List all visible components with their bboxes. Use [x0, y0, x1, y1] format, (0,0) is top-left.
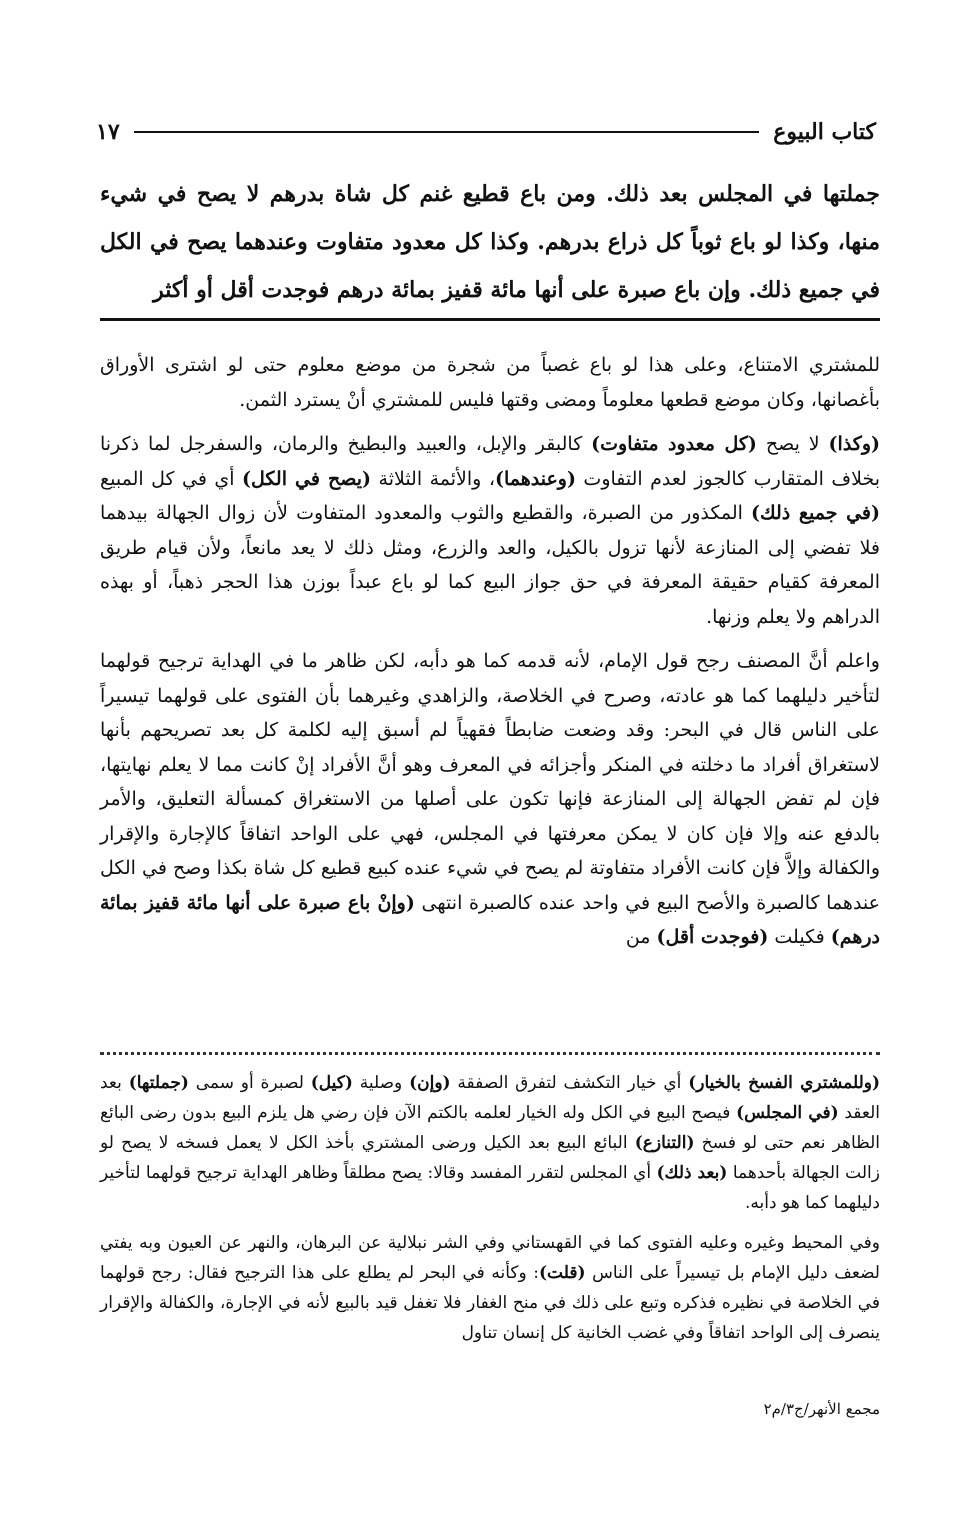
- quoted-term: (وكذا): [828, 433, 880, 455]
- commentary-text: واعلم أنَّ المصنف رجح قول الإمام، لأنه قدمه كما هو دأبه، لكن ظاهر ما في الهداية ترجيح قولهما لتأخير دليلهما كما هو عادته، وصرح في الخلاصة، والزاهدي وغيرهما بأن الفتوى على قولهما تيسيراً على الناس قال في البحر: وقد وضعت ضابطاً فقهياً لم أسبق إليه لكلمة كل بعد تصريحهم بأنها لاستغراق أفراد ما دخلته في المنكر وأجزائه في المعرف وهو أنَّ الأفراد إنْ كانت مما لا يعلم نهايتها، فإن لم تفض الجهالة إلى المنازعة فإنها تكون على أصلها من الاستغراق كمسألة التعليق، والأمر بالدفع عنه وإلا فإن كان لا يمكن معرفتها في المجلس،: [100, 650, 880, 845]
- quoted-term: (وإن): [409, 1073, 451, 1093]
- quoted-term: (كل معدود متفاوت): [591, 433, 757, 455]
- note-text: فيصح البيع في الكل وله الخيار لعلمه بالكتم الآن فإن رضي هل يلزم البيع بدون رضى البائع الظاهر نعم حتى لو فسخ: [100, 1103, 880, 1153]
- quoted-term: (في جميع ذلك): [751, 502, 881, 524]
- main-text: [100, 170, 880, 314]
- quoted-term: (كيل): [310, 1073, 353, 1093]
- page-header: [96, 112, 876, 152]
- quoted-term: (وإنْ باع صبرة على أنها مائة قفيز بمائة درهم): [100, 891, 880, 948]
- commentary-paragraph-1: للمشتري الامتناع، وعلى هذا لو باع غصباً من شجرة من موضع معلوم حتى لو اشترى الأوراق بأغصانها، وكان موضع قطعها معلوماً ومضى وقتها فليس للمشتري أنْ يسترد الثمن.: [100, 354, 880, 411]
- signature-mark: مجمع الأنهر/ج٣/م٢: [763, 1400, 880, 1418]
- page-number: ١٧: [96, 119, 120, 145]
- commentary: [100, 348, 880, 965]
- quoted-term: (بعد ذلك): [656, 1163, 728, 1183]
- note-text: بعد العقد: [100, 1073, 881, 1123]
- commentary-text: المكذور من الصبرة، والقطيع والثوب والمعدود المتفاوت لأن زوال الجهالة بيدهما فلا تفضي إلى المنازعة لأنها تزول بالكيل، والعد والزرع، ومثل ذلك لا يعد مانعاً، ولأن قيام طريق المعرفة كقيام حقيقة المعرفة في حق جواز البيع كما لو باع عبداً بوزن هذا الحجر ذهباً، أو بهذه الدراهم ولا يعلم وزنها.: [100, 502, 880, 628]
- header-rule: [134, 131, 760, 133]
- marginal-notes: [100, 1068, 880, 1358]
- quoted-term: (جملتها): [128, 1073, 189, 1093]
- quoted-term: (التنازع): [634, 1133, 695, 1153]
- commentary-text: فهي على الواحد اتفاقاً كالإجارة والإقرار والكفالة وإلاَّ فإن كانت الأفراد متفاوتة لم يصح في: [100, 822, 880, 879]
- commentary-text: شيء عنده كبيع قطيع كل شاة بكذا وصح في الكل عندهما كالصبرة والأصح البيع في واحد عنده كالصبرة انتهى: [100, 857, 880, 914]
- chapter-title: كتاب البيوع: [773, 119, 876, 145]
- note-text: لصبرة أو سمى: [188, 1073, 311, 1093]
- main-text-separator: [100, 318, 880, 321]
- commentary-paragraph-2: [100, 427, 880, 634]
- footnote-separator: [100, 1052, 880, 1055]
- quoted-term: (وعندهما): [494, 467, 576, 490]
- commentary-paragraph-3: [100, 644, 880, 955]
- commentary-text: لا يصح: [756, 433, 829, 455]
- commentary-text: فكيلت: [768, 926, 831, 948]
- note-text: وفي المحيط وغيره وعليه الفتوى كما في القهستاني وفي الشر نبلالية عن البرهان، والنهر عن العيون وبه يفتي لضعف دليل الإمام بل تيسيراً على الناس: [100, 1233, 880, 1283]
- quoted-term: (في المجلس): [736, 1103, 839, 1123]
- commentary-text: من: [625, 926, 657, 948]
- note-text: : وكأنه في البحر لم يطلع على هذا الترجيح فقال: رجح قولهما في الخلاصة في نظيره فذكره وتبع على ذلك في منح الغفار فلا تغفل قيد بالبيع لأنه في الإجارة، والكفالة والإقرار ينصرف إلى الواحد اتفاقاً وفي غضب الخانية كل إنسان تناول: [100, 1263, 880, 1343]
- note-text: وصلية: [352, 1073, 410, 1093]
- commentary-text: كالبقر والإبل، والعبيد والبطيخ والرمان، والسفرجل لما ذكرنا بخلاف المتقارب كالجوز لعدم التفاوت: [100, 433, 880, 490]
- note-text: أي خيار التكشف لتفرق الصفقة: [450, 1073, 689, 1093]
- commentary-text: ، والأئمة الثلاثة: [371, 467, 495, 490]
- quoted-term: (فوجدت أقل): [656, 926, 769, 948]
- note-paragraph-2: [100, 1228, 880, 1348]
- note-text: البائع البيع بعد الكيل ورضى المشتري بأخذ الكل لا يعمل فسخه لا يصح لو زالت الجهالة بأحدهما: [100, 1133, 880, 1183]
- note-paragraph-1: [100, 1068, 880, 1218]
- quoted-term: (قلت): [539, 1263, 586, 1283]
- note-text: أي المجلس لتقرر المفسد وقالا: يصح مطلقاً وظاهر الهداية ترجيح قولهما لتأخير دليلهما كما هو دأبه.: [100, 1163, 880, 1213]
- commentary-text: أي في كل المبيع: [100, 467, 243, 490]
- quoted-term: (يصح في الكل): [242, 467, 372, 490]
- main-text-body: جملتها في المجلس بعد ذلك. ومن باع قطيع غنم كل شاة بدرهم لا يصح في شيء منها، وكذا لو باع ثوباً كل ذراع بدرهم. وكذا كل معدود متفاوت وعندهما يصح في الكل في جميع ذلك. وإن باع صبرة على أنها مائة قفيز بمائة درهم فوجدت أقل أو أكثر: [100, 181, 880, 303]
- quoted-term: (وللمشتري الفسخ بالخيار): [688, 1073, 880, 1093]
